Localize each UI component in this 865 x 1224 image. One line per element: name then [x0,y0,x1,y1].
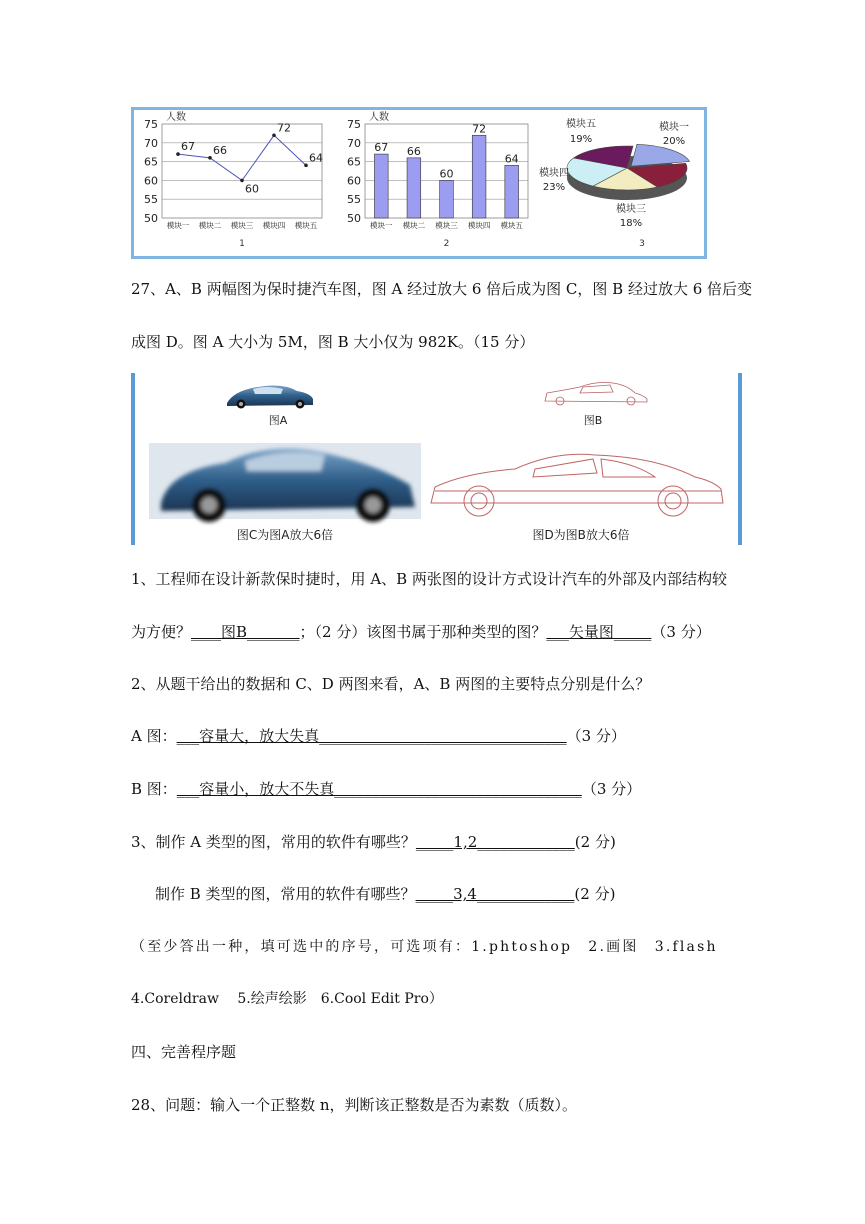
chart2-xtick-label: 模块二 [402,221,426,230]
chart2-bar [407,158,421,218]
chart3-slice-name: 模块三 [616,204,646,215]
car-b-label: 图B [583,414,603,427]
q28-line: 28、问题：输入一个正整数 n，判断该正整数是否为素数（质数）。 [131,1096,578,1114]
chart2-ytick-label: 55 [347,193,361,207]
chart3-slice-name: 模块一 [659,122,689,133]
chart2-ytick-label: 75 [347,118,361,131]
q1-answer-2: ___矢量图_____ [546,623,652,641]
car-a-label: 图A [268,414,288,427]
car-figure-svg [135,373,738,545]
q3-line1-score: (2 分) [574,833,616,851]
q3-line2-score: (2 分) [574,885,616,903]
chart2-data-label: 60 [439,167,454,181]
chart1-data-label: 67 [181,140,195,154]
chart1-data-label: 64 [309,151,323,165]
car-d-image [431,454,723,516]
chart3-caption: 3 [639,239,645,249]
chart2-ytick-label: 50 [347,212,361,225]
q1-line2 [131,621,711,642]
chart2-bar [374,154,388,218]
chart2-ytick-label: 65 [347,155,361,169]
chart1-ylabel: 人数 [166,112,186,123]
q3-line2-pre: 制作 B 类型的图，常用的软件有哪些？ [155,885,416,903]
chart1-ytick-label: 55 [144,193,158,207]
q27-line2: 成图 D。图 A 大小为 5M，图 B 大小仅为 982K。（15 分） [131,333,535,351]
chart2-xtick-label: 模块一 [370,221,393,230]
chart3-slice-value: 19% [569,134,593,145]
q3-note-line1: （至少答出一种，填可选中的序号，可选项有：1.phtoshop 2.画图 3.flash [131,939,718,955]
car-c-label: 图C为图A放大6倍 [236,528,334,542]
chart1-data-label: 60 [245,182,259,196]
chart2-xtick-label: 模块四 [467,221,491,230]
chart1-plot-frame [162,124,322,218]
chart1-ytick-label: 75 [144,118,158,131]
q1-line2-mid: ；（2 分）该图书属于那种类型的图？ [299,623,547,641]
charts-figure [131,107,707,259]
q2-b-score: （3 分） [581,780,642,798]
q3-line1 [131,831,616,852]
chart1-ytick-label: 50 [144,212,158,225]
chart1-ytick-label: 70 [144,136,158,150]
chart1-xtick-label: 模块二 [198,221,222,230]
chart3-slice-name: 模块五 [566,119,596,130]
chart2-bar [472,135,486,218]
charts-svg [134,110,704,256]
chart2-ytick-label: 70 [347,136,361,150]
chart1-xtick-label: 模块四 [262,221,286,230]
car-a-image [227,386,313,409]
q3-line1-pre: 3、制作 A 类型的图，常用的软件有哪些？ [131,833,416,851]
chart1-ytick-label: 60 [144,174,158,188]
chart1-series-line [178,135,306,180]
chart1-data-label: 72 [277,121,291,135]
chart3-slice-value: 20% [662,136,686,147]
q3-answer-1: _____1,2_____________ [415,833,575,851]
q2-b-answer: ___容量小，放大不失真_________________________________ [176,780,582,798]
car-c-image [149,443,421,522]
car-figure [131,373,742,545]
q1-line2-score: （3 分） [651,623,711,641]
chart2-data-label: 66 [406,144,421,158]
chart2-data-label: 67 [374,141,389,155]
chart3-slice-value: 23% [542,182,566,193]
q2-a-score: （3 分） [566,727,626,745]
chart1-point [208,156,212,160]
chart2-bar [440,180,454,218]
chart2-xtick-label: 模块三 [435,221,458,230]
q1-line2-pre: 为方便？ [131,623,192,641]
q2-b-label: B 图： [131,780,177,798]
q2-line1: 2、从题干给出的数据和 C、D 两图来看，A、B 两图的主要特点分别是什么？ [131,675,651,693]
q1-line1: 1、工程师在设计新款保时捷时，用 A、B 两张图的设计方式设计汽车的外部及内部结构较 [131,570,727,588]
q3-answer-2: _____3,4_____________ [415,885,575,903]
chart1-point [240,179,244,183]
q2-a-line [131,725,626,746]
chart3-slice-value: 18% [619,218,643,229]
chart1-xtick-label: 模块一 [166,221,190,230]
chart1-caption: 1 [239,239,245,249]
chart3-pie-slice [631,144,690,166]
chart3-slice-name: 模块四 [539,168,569,179]
q3-line2 [155,883,615,904]
chart1-point [304,164,308,168]
car-d-label: 图D为图B放大6倍 [532,528,630,542]
q2-a-answer: ___容量大，放大失真_________________________________ [176,727,567,745]
chart1-data-label: 66 [213,143,227,157]
chart1-point [176,152,180,156]
q2-a-label: A 图： [131,727,177,745]
q1-answer-1: ____图B_______ [191,623,300,641]
car-b-image [545,383,647,406]
chart2-bar [505,165,519,218]
section-4-heading: 四、完善程序题 [131,1043,237,1061]
q2-b-line [131,778,641,799]
chart2-ylabel: 人数 [369,112,389,123]
chart1-ytick-label: 65 [144,155,158,169]
chart1-point [272,133,276,137]
chart2-xtick-label: 模块五 [500,221,523,230]
chart2-data-label: 64 [504,152,519,166]
chart2-caption: 2 [443,239,450,249]
chart1-xtick-label: 模块五 [294,221,318,230]
chart2-data-label: 72 [472,122,487,136]
q3-note-line2: 4.Coreldraw 5.绘声绘影 6.Cool Edit Pro） [131,991,443,1007]
chart2-ytick-label: 60 [347,174,361,188]
chart1-xtick-label: 模块三 [230,221,254,230]
q27-line1: 27、A、B 两幅图为保时捷汽车图，图 A 经过放大 6 倍后成为图 C，图 B 经过放大 6 倍后变 [131,280,753,298]
